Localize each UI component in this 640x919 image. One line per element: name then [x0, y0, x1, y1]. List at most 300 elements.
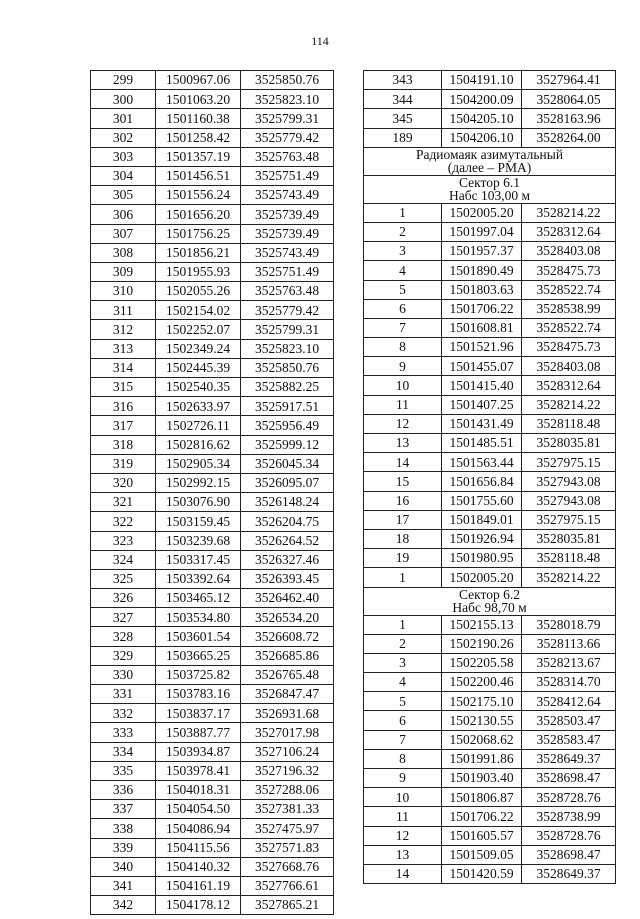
y-coordinate-cell: 3527943.08 [522, 491, 616, 510]
point-number-cell: 308 [91, 243, 156, 262]
y-coordinate-cell: 3527943.08 [522, 472, 616, 491]
table-row [364, 653, 616, 672]
x-coordinate-cell: 1501258.42 [156, 128, 241, 147]
y-coordinate-cell: 3528314.70 [522, 673, 616, 692]
x-coordinate-cell: 1501357.19 [156, 147, 241, 166]
table-row [91, 761, 334, 780]
y-coordinate-cell: 3528312.64 [522, 376, 616, 395]
point-number-cell: 314 [91, 358, 156, 377]
point-number-cell: 316 [91, 397, 156, 416]
section-header-cell [364, 587, 616, 615]
table-row [364, 711, 616, 730]
table-row [364, 769, 616, 788]
y-coordinate-cell: 3526847.47 [241, 685, 334, 704]
section-header-line: Радиомаяк азимутальный [415, 147, 564, 162]
y-coordinate-cell: 3525850.76 [241, 358, 334, 377]
x-coordinate-cell: 1504115.56 [156, 838, 241, 857]
x-coordinate-cell: 1502175.10 [442, 692, 522, 711]
x-coordinate-cell: 1502068.62 [442, 730, 522, 749]
point-number-cell: 15 [364, 472, 442, 491]
point-number-cell: 303 [91, 147, 156, 166]
table-row [91, 608, 334, 627]
table-row [91, 569, 334, 588]
table-row [364, 395, 616, 414]
table-row [91, 397, 334, 416]
point-number-cell: 304 [91, 166, 156, 185]
table-row [91, 531, 334, 550]
table-row [364, 280, 616, 299]
point-number-cell: 12 [364, 826, 442, 845]
x-coordinate-cell: 1501160.38 [156, 109, 241, 128]
point-number-cell: 319 [91, 454, 156, 473]
x-coordinate-cell: 1501563.44 [442, 453, 522, 472]
y-coordinate-cell: 3528214.22 [522, 203, 616, 222]
x-coordinate-cell: 1504140.32 [156, 857, 241, 876]
table-row [91, 147, 334, 166]
x-coordinate-cell: 1502190.26 [442, 634, 522, 653]
point-number-cell: 302 [91, 128, 156, 147]
table-row [91, 320, 334, 339]
point-number-cell: 19 [364, 549, 442, 568]
point-number-cell: 317 [91, 416, 156, 435]
y-coordinate-cell: 3525850.76 [241, 71, 334, 90]
point-number-cell: 328 [91, 627, 156, 646]
table-row [91, 646, 334, 665]
table-row [364, 864, 616, 883]
table-row [364, 826, 616, 845]
x-coordinate-cell: 1502155.13 [442, 615, 522, 634]
x-coordinate-cell: 1501415.40 [442, 376, 522, 395]
point-number-cell: 330 [91, 665, 156, 684]
x-coordinate-cell: 1504161.19 [156, 876, 241, 895]
table-row [91, 896, 334, 915]
x-coordinate-cell: 1500967.06 [156, 71, 241, 90]
table-row [364, 615, 616, 634]
y-coordinate-cell: 3528035.81 [522, 529, 616, 548]
y-coordinate-cell: 3527865.21 [241, 896, 334, 915]
point-number-cell: 14 [364, 864, 442, 883]
y-coordinate-cell: 3527475.97 [241, 819, 334, 838]
x-coordinate-cell: 1502055.26 [156, 282, 241, 301]
point-number-cell: 18 [364, 529, 442, 548]
point-number-cell: 326 [91, 589, 156, 608]
x-coordinate-cell: 1503076.90 [156, 493, 241, 512]
y-coordinate-cell: 3525999.12 [241, 435, 334, 454]
x-coordinate-cell: 1501420.59 [442, 864, 522, 883]
table-row [91, 473, 334, 492]
x-coordinate-cell: 1503159.45 [156, 512, 241, 531]
x-coordinate-cell: 1502816.62 [156, 435, 241, 454]
table-row [91, 282, 334, 301]
x-coordinate-cell: 1503239.68 [156, 531, 241, 550]
x-coordinate-cell: 1501456.51 [156, 166, 241, 185]
y-coordinate-cell: 3528264.00 [522, 128, 616, 147]
x-coordinate-cell: 1502005.20 [442, 568, 522, 587]
x-coordinate-cell: 1501656.20 [156, 205, 241, 224]
point-number-cell: 17 [364, 510, 442, 529]
y-coordinate-cell: 3526462.40 [241, 589, 334, 608]
table-row [91, 243, 334, 262]
table-row [364, 261, 616, 280]
x-coordinate-cell: 1503725.82 [156, 665, 241, 684]
y-coordinate-cell: 3528064.05 [522, 90, 616, 109]
y-coordinate-cell: 3526534.20 [241, 608, 334, 627]
table-row [364, 90, 616, 109]
point-number-cell: 340 [91, 857, 156, 876]
point-number-cell: 189 [364, 128, 442, 147]
y-coordinate-cell: 3525751.49 [241, 166, 334, 185]
x-coordinate-cell: 1501706.22 [442, 299, 522, 318]
x-coordinate-cell: 1501556.24 [156, 186, 241, 205]
point-number-cell: 318 [91, 435, 156, 454]
section-header-cell [364, 175, 616, 203]
x-coordinate-cell: 1502992.15 [156, 473, 241, 492]
section-header-cell [364, 147, 616, 175]
table-row [364, 128, 616, 147]
y-coordinate-cell: 3526327.46 [241, 550, 334, 569]
point-number-cell: 310 [91, 282, 156, 301]
x-coordinate-cell: 1501955.93 [156, 262, 241, 281]
y-coordinate-cell: 3525763.48 [241, 147, 334, 166]
y-coordinate-cell: 3526393.45 [241, 569, 334, 588]
y-coordinate-cell: 3527964.41 [522, 71, 616, 90]
section-header-line: (далее – РМА) [447, 160, 532, 176]
y-coordinate-cell: 3527106.24 [241, 742, 334, 761]
point-number-cell: 4 [364, 261, 442, 280]
point-number-cell: 9 [364, 357, 442, 376]
y-coordinate-cell: 3525763.48 [241, 282, 334, 301]
y-coordinate-cell: 3528035.81 [522, 434, 616, 453]
x-coordinate-cell: 1503934.87 [156, 742, 241, 761]
table-row [364, 222, 616, 241]
x-coordinate-cell: 1501856.21 [156, 243, 241, 262]
y-coordinate-cell: 3527975.15 [522, 510, 616, 529]
table-row [364, 788, 616, 807]
table-row [364, 549, 616, 568]
x-coordinate-cell: 1501521.96 [442, 338, 522, 357]
x-coordinate-cell: 1504018.31 [156, 780, 241, 799]
table-row [91, 704, 334, 723]
table-row [91, 550, 334, 569]
table-row [364, 414, 616, 433]
table-row [364, 491, 616, 510]
section-header-line: Сектор 6.1 [458, 175, 520, 190]
x-coordinate-cell: 1501957.37 [442, 242, 522, 261]
y-coordinate-cell: 3528113.66 [522, 634, 616, 653]
y-coordinate-cell: 3526204.75 [241, 512, 334, 531]
x-coordinate-cell: 1502154.02 [156, 301, 241, 320]
x-coordinate-cell: 1503317.45 [156, 550, 241, 569]
table-row [91, 819, 334, 838]
table-row [364, 749, 616, 768]
x-coordinate-cell: 1502205.58 [442, 653, 522, 672]
x-coordinate-cell: 1502349.24 [156, 339, 241, 358]
point-number-cell: 6 [364, 299, 442, 318]
x-coordinate-cell: 1501063.20 [156, 90, 241, 109]
x-coordinate-cell: 1502540.35 [156, 378, 241, 397]
y-coordinate-cell: 3528728.76 [522, 788, 616, 807]
table-row [91, 186, 334, 205]
y-coordinate-cell: 3528522.74 [522, 280, 616, 299]
point-number-cell: 1 [364, 203, 442, 222]
x-coordinate-cell: 1503392.64 [156, 569, 241, 588]
y-coordinate-cell: 3528118.48 [522, 414, 616, 433]
y-coordinate-cell: 3528698.47 [522, 769, 616, 788]
point-number-cell: 10 [364, 376, 442, 395]
x-coordinate-cell: 1501509.05 [442, 845, 522, 864]
point-number-cell: 321 [91, 493, 156, 512]
table-row [91, 780, 334, 799]
y-coordinate-cell: 3525956.49 [241, 416, 334, 435]
y-coordinate-cell: 3526765.48 [241, 665, 334, 684]
point-number-cell: 331 [91, 685, 156, 704]
point-number-cell: 337 [91, 800, 156, 819]
point-number-cell: 7 [364, 318, 442, 337]
point-number-cell: 334 [91, 742, 156, 761]
x-coordinate-cell: 1503837.17 [156, 704, 241, 723]
x-coordinate-cell: 1502445.39 [156, 358, 241, 377]
table-row [91, 589, 334, 608]
x-coordinate-cell: 1501608.81 [442, 318, 522, 337]
point-number-cell: 333 [91, 723, 156, 742]
table-row [364, 357, 616, 376]
table-row [364, 568, 616, 587]
y-coordinate-cell: 3525799.31 [241, 109, 334, 128]
y-coordinate-cell: 3526095.07 [241, 473, 334, 492]
point-number-cell: 320 [91, 473, 156, 492]
y-coordinate-cell: 3527196.32 [241, 761, 334, 780]
x-coordinate-cell: 1503783.16 [156, 685, 241, 704]
point-number-cell: 309 [91, 262, 156, 281]
y-coordinate-cell: 3525739.49 [241, 205, 334, 224]
x-coordinate-cell: 1502130.55 [442, 711, 522, 730]
x-coordinate-cell: 1502252.07 [156, 320, 241, 339]
y-coordinate-cell: 3527975.15 [522, 453, 616, 472]
point-number-cell: 324 [91, 550, 156, 569]
table-row [364, 807, 616, 826]
point-number-cell: 16 [364, 491, 442, 510]
point-number-cell: 3 [364, 242, 442, 261]
table-row [91, 512, 334, 531]
table-row [91, 109, 334, 128]
y-coordinate-cell: 3528475.73 [522, 338, 616, 357]
x-coordinate-cell: 1501803.63 [442, 280, 522, 299]
point-number-cell: 313 [91, 339, 156, 358]
table-row [91, 71, 334, 90]
point-number-cell: 329 [91, 646, 156, 665]
table-row [91, 166, 334, 185]
table-row [91, 90, 334, 109]
x-coordinate-cell: 1501926.94 [442, 529, 522, 548]
point-number-cell: 344 [364, 90, 442, 109]
point-number-cell: 311 [91, 301, 156, 320]
table-row [91, 454, 334, 473]
coordinates-table-left [90, 70, 334, 915]
point-number-cell: 8 [364, 749, 442, 768]
table-row [91, 339, 334, 358]
table-row [91, 435, 334, 454]
table-row [364, 338, 616, 357]
table-row [91, 627, 334, 646]
table-row [91, 665, 334, 684]
table-row [91, 857, 334, 876]
table-row [364, 845, 616, 864]
x-coordinate-cell: 1503534.80 [156, 608, 241, 627]
section-header-line: Сектор 6.2 [458, 587, 520, 602]
y-coordinate-cell: 3528403.08 [522, 357, 616, 376]
table-row [91, 378, 334, 397]
point-number-cell: 342 [91, 896, 156, 915]
x-coordinate-cell: 1502726.11 [156, 416, 241, 435]
y-coordinate-cell: 3525743.49 [241, 243, 334, 262]
x-coordinate-cell: 1504200.09 [442, 90, 522, 109]
y-coordinate-cell: 3525823.10 [241, 90, 334, 109]
table-row [91, 262, 334, 281]
x-coordinate-cell: 1501485.51 [442, 434, 522, 453]
section-header-row [364, 175, 616, 203]
y-coordinate-cell: 3528412.64 [522, 692, 616, 711]
point-number-cell: 6 [364, 711, 442, 730]
y-coordinate-cell: 3527668.76 [241, 857, 334, 876]
point-number-cell: 1 [364, 568, 442, 587]
table-row [364, 318, 616, 337]
point-number-cell: 327 [91, 608, 156, 627]
y-coordinate-cell: 3525739.49 [241, 224, 334, 243]
y-coordinate-cell: 3526264.52 [241, 531, 334, 550]
point-number-cell: 300 [91, 90, 156, 109]
x-coordinate-cell: 1501903.40 [442, 769, 522, 788]
x-coordinate-cell: 1501806.87 [442, 788, 522, 807]
x-coordinate-cell: 1502200.46 [442, 673, 522, 692]
y-coordinate-cell: 3528214.22 [522, 568, 616, 587]
y-coordinate-cell: 3528213.67 [522, 653, 616, 672]
y-coordinate-cell: 3525743.49 [241, 186, 334, 205]
point-number-cell: 299 [91, 71, 156, 90]
y-coordinate-cell: 3527288.06 [241, 780, 334, 799]
y-coordinate-cell: 3525823.10 [241, 339, 334, 358]
y-coordinate-cell: 3528214.22 [522, 395, 616, 414]
y-coordinate-cell: 3528475.73 [522, 261, 616, 280]
point-number-cell: 14 [364, 453, 442, 472]
y-coordinate-cell: 3528649.37 [522, 749, 616, 768]
point-number-cell: 341 [91, 876, 156, 895]
table-row [364, 203, 616, 222]
x-coordinate-cell: 1501706.22 [442, 807, 522, 826]
y-coordinate-cell: 3526931.68 [241, 704, 334, 723]
point-number-cell: 332 [91, 704, 156, 723]
point-number-cell: 301 [91, 109, 156, 128]
point-number-cell: 343 [364, 71, 442, 90]
point-number-cell: 7 [364, 730, 442, 749]
y-coordinate-cell: 3525751.49 [241, 262, 334, 281]
point-number-cell: 1 [364, 615, 442, 634]
table-row [364, 434, 616, 453]
y-coordinate-cell: 3526148.24 [241, 493, 334, 512]
x-coordinate-cell: 1504206.10 [442, 128, 522, 147]
table-row [364, 472, 616, 491]
table-row [91, 493, 334, 512]
y-coordinate-cell: 3525779.42 [241, 301, 334, 320]
x-coordinate-cell: 1501756.25 [156, 224, 241, 243]
table-row [91, 205, 334, 224]
section-header-row [364, 147, 616, 175]
point-number-cell: 306 [91, 205, 156, 224]
table-row [364, 634, 616, 653]
y-coordinate-cell: 3525779.42 [241, 128, 334, 147]
table-row [91, 301, 334, 320]
table-row [91, 800, 334, 819]
y-coordinate-cell: 3528538.99 [522, 299, 616, 318]
point-number-cell: 338 [91, 819, 156, 838]
x-coordinate-cell: 1503665.25 [156, 646, 241, 665]
table-row [364, 510, 616, 529]
point-number-cell: 307 [91, 224, 156, 243]
point-number-cell: 325 [91, 569, 156, 588]
coordinates-table-right [363, 70, 616, 884]
section-header-line: Набс 98,70 м [452, 600, 527, 615]
point-number-cell: 336 [91, 780, 156, 799]
x-coordinate-cell: 1504178.12 [156, 896, 241, 915]
x-coordinate-cell: 1503601.54 [156, 627, 241, 646]
table-row [91, 224, 334, 243]
point-number-cell: 5 [364, 280, 442, 299]
y-coordinate-cell: 3528403.08 [522, 242, 616, 261]
x-coordinate-cell: 1504086.94 [156, 819, 241, 838]
x-coordinate-cell: 1504205.10 [442, 109, 522, 128]
y-coordinate-cell: 3525882.25 [241, 378, 334, 397]
page-number: 114 [311, 34, 329, 48]
x-coordinate-cell: 1502005.20 [442, 203, 522, 222]
y-coordinate-cell: 3528698.47 [522, 845, 616, 864]
x-coordinate-cell: 1501455.07 [442, 357, 522, 376]
table-row [91, 685, 334, 704]
y-coordinate-cell: 3527571.83 [241, 838, 334, 857]
x-coordinate-cell: 1501407.25 [442, 395, 522, 414]
point-number-cell: 8 [364, 338, 442, 357]
table-row [91, 358, 334, 377]
point-number-cell: 13 [364, 845, 442, 864]
y-coordinate-cell: 3528728.76 [522, 826, 616, 845]
table-row [364, 692, 616, 711]
x-coordinate-cell: 1501755.60 [442, 491, 522, 510]
table-row [364, 376, 616, 395]
x-coordinate-cell: 1502633.97 [156, 397, 241, 416]
point-number-cell: 13 [364, 434, 442, 453]
y-coordinate-cell: 3525917.51 [241, 397, 334, 416]
y-coordinate-cell: 3527017.98 [241, 723, 334, 742]
table-row [364, 109, 616, 128]
table-row [91, 128, 334, 147]
point-number-cell: 4 [364, 673, 442, 692]
y-coordinate-cell: 3528522.74 [522, 318, 616, 337]
y-coordinate-cell: 3528503.47 [522, 711, 616, 730]
table-row [364, 529, 616, 548]
table-row [91, 723, 334, 742]
point-number-cell: 305 [91, 186, 156, 205]
point-number-cell: 11 [364, 807, 442, 826]
point-number-cell: 10 [364, 788, 442, 807]
point-number-cell: 9 [364, 769, 442, 788]
y-coordinate-cell: 3528583.47 [522, 730, 616, 749]
y-coordinate-cell: 3528312.64 [522, 222, 616, 241]
x-coordinate-cell: 1501849.01 [442, 510, 522, 529]
x-coordinate-cell: 1501991.86 [442, 749, 522, 768]
y-coordinate-cell: 3528649.37 [522, 864, 616, 883]
table-row [364, 299, 616, 318]
x-coordinate-cell: 1503465.12 [156, 589, 241, 608]
y-coordinate-cell: 3528018.79 [522, 615, 616, 634]
x-coordinate-cell: 1501431.49 [442, 414, 522, 433]
